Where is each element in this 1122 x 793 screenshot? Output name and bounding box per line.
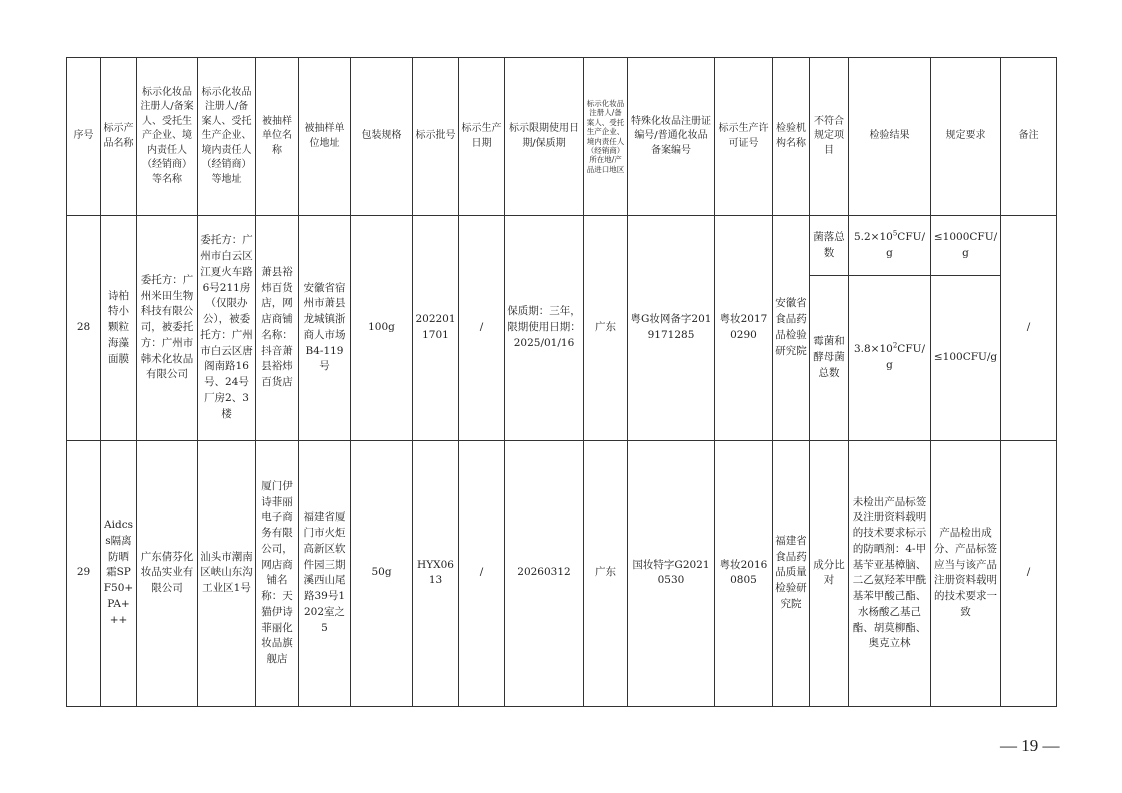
header-address: 标示化妆品注册人/备案人、受托生产企业、境内责任人（经销商）等地址: [198, 58, 256, 216]
cell-expiry: 20260312: [505, 440, 584, 706]
header-prod-date: 标示生产日期: [459, 58, 505, 216]
result-exponent: 5: [892, 229, 898, 238]
cell-origin: 广东: [584, 440, 628, 706]
cell-prod-date: /: [459, 216, 505, 440]
cell-seq: 29: [67, 440, 101, 706]
cell-sampled-addr: 福建省厦门市火炬高新区软件园三期溪西山尾路39号1202室之5: [299, 440, 351, 706]
cell-product: Aidcss隔离防晒霜SPF50+PA+++: [101, 440, 137, 706]
cell-address: 委托方：广州市白云区江夏火车路6号211房（仅限办公），被委托方：广州市白云区唐阁南路16号、24号厂房2、3楼: [198, 216, 256, 440]
cell-address: 汕头市潮南区峡山东沟工业区1号: [198, 440, 256, 706]
cell-spec: 100g: [351, 216, 413, 440]
cell-reg-no: 粤G妆网备字2019171285: [628, 216, 715, 440]
cell-product: 诗柏特小颗粒海藻面膜: [101, 216, 137, 440]
cell-origin: 广东: [584, 216, 628, 440]
cell-batch: 2022011701: [413, 216, 459, 440]
result-exponent: 2: [892, 341, 898, 350]
result-base: 5.2×10: [853, 231, 893, 244]
cell-standard: ≤1000CFU/g: [931, 216, 1001, 276]
header-spec: 包装规格: [351, 58, 413, 216]
header-product: 标示产品名称: [101, 58, 137, 216]
header-item: 不符合规定项目: [810, 58, 849, 216]
cell-sampled-unit: 萧县裕炜百货店，网店商铺名称：抖音萧县裕炜百货店: [256, 216, 299, 440]
cell-license: 粤妆20170290: [715, 216, 773, 440]
header-origin: 标示化妆品注册人/备案人、受托生产企业、境内责任人（经销商）所在地/产品进口地区: [584, 58, 628, 216]
header-batch: 标示批号: [413, 58, 459, 216]
cell-result: 未检出产品标签及注册资料载明的技术要求标示的防晒剂：4-甲基苄亚基樟脑、二乙氨羟苯甲酰基苯甲酸己酯、水杨酸乙基己酯、胡莫柳酯、奥克立林: [849, 440, 931, 706]
header-sampled-addr: 被抽样单位地址: [299, 58, 351, 216]
table-row: [67, 440, 1057, 706]
header-row: [67, 58, 1057, 216]
header-agency: 检验机构名称: [773, 58, 810, 216]
cell-remark: /: [1001, 440, 1057, 706]
cell-standard: ≤100CFU/g: [931, 276, 1001, 440]
cell-registrant: 广东倩芬化妆品实业有限公司: [137, 440, 198, 706]
header-expiry: 标示限期使用日期/保质期: [505, 58, 584, 216]
header-result: 检验结果: [849, 58, 931, 216]
cell-result: [849, 276, 931, 440]
result-base: 3.8×10: [853, 343, 893, 356]
cell-standard: 产品检出成分、产品标签应当与该产品注册资料载明的技术要求一致: [931, 440, 1001, 706]
cell-result: [849, 216, 931, 276]
cell-license: 粤妆20160805: [715, 440, 773, 706]
header-sampled-unit: 被抽样单位名称: [256, 58, 299, 216]
cell-agency: 福建省食品药品质量检验研究院: [773, 440, 810, 706]
cell-prod-date: /: [459, 440, 505, 706]
table-row: [67, 216, 1057, 276]
header-remark: 备注: [1001, 58, 1057, 216]
header-seq: 序号: [67, 58, 101, 216]
header-registrant: 标示化妆品注册人/备案人、受托生产企业、境内责任人（经销商）等名称: [137, 58, 198, 216]
header-reg-no: 特殊化妆品注册证编号/普通化妆品备案编号: [628, 58, 715, 216]
cell-sampled-addr: 安徽省宿州市萧县龙城镇浙商人市场B4-119号: [299, 216, 351, 440]
cell-spec: 50g: [351, 440, 413, 706]
cell-registrant: 委托方：广州米田生物科技有限公司，被委托方：广州市韩术化妆品有限公司: [137, 216, 198, 440]
cell-reg-no: 国妆特字G20210530: [628, 440, 715, 706]
result-unit: CFU/g: [886, 231, 926, 259]
cell-seq: 28: [67, 216, 101, 440]
cell-item: 菌落总数: [810, 216, 849, 276]
cell-batch: HYX0613: [413, 440, 459, 706]
header-standard: 规定要求: [931, 58, 1001, 216]
cell-item: 霉菌和酵母菌总数: [810, 276, 849, 440]
cell-agency: 安徽省食品药品检验研究院: [773, 216, 810, 440]
cell-sampled-unit: 厦门伊诗菲丽电子商务有限公司，网店商铺名称：天猫伊诗菲丽化妆品旗舰店: [256, 440, 299, 706]
header-license: 标示生产许可证号: [715, 58, 773, 216]
result-unit: CFU/g: [886, 343, 926, 371]
page-number: — 19 —: [1000, 736, 1060, 755]
cell-expiry: 保质期：三年，限期使用日期：2025/01/16: [505, 216, 584, 440]
sampling-result-table: [66, 57, 1057, 707]
cell-remark: /: [1001, 216, 1057, 440]
cell-item: 成分比对: [810, 440, 849, 706]
